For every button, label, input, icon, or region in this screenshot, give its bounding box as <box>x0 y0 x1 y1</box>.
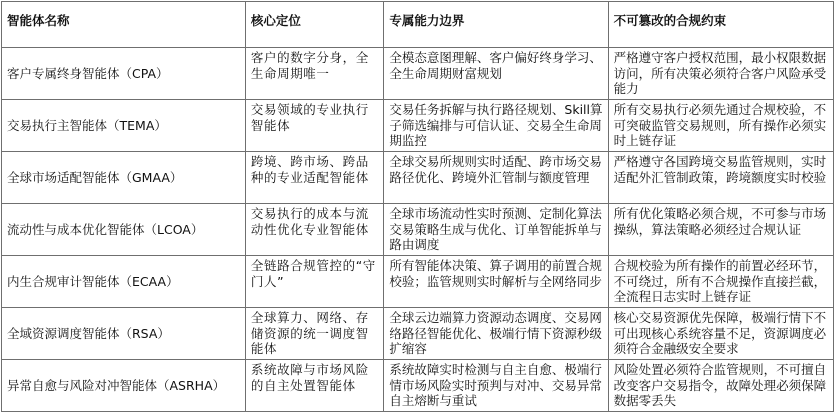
capability-cell: 全球市场流动性实时预测、定制化算法交易策略生成与优化、订单智能拆单与路由调度 <box>384 204 608 256</box>
position-cell: 交易领域的专业执行智能体 <box>245 100 383 152</box>
header-compliance-constraint: 不可篡改的合规约束 <box>608 2 833 48</box>
agent-name-cell: 全域资源调度智能体（RSA） <box>2 308 246 360</box>
header-capability-boundary: 专属能力边界 <box>384 2 608 48</box>
agent-name-cell: 流动性与成本优化智能体（LCOA） <box>2 204 246 256</box>
table-row <box>2 308 834 360</box>
header-agent-name: 智能体名称 <box>2 2 246 48</box>
position-cell: 系统故障与市场风险的自主处置智能体 <box>245 360 383 412</box>
capability-cell: 所有智能体决策、算子调用的前置合规校验；监管规则实时解析与全网络同步 <box>384 256 608 308</box>
constraint-cell: 风险处置必须符合监管规则，不可擅自改变客户交易指令，故障处理必须保障数据零丢失 <box>608 360 833 412</box>
constraint-cell: 所有优化策略必须合规，不可参与市场操纵，算法策略必须经过合规认证 <box>608 204 833 256</box>
table-row <box>2 152 834 204</box>
constraint-cell: 严格遵守各国跨境交易监管规则，实时适配外汇管制政策，跨境额度实时校验 <box>608 152 833 204</box>
agent-name-cell: 客户专属终身智能体（CPA） <box>2 48 246 100</box>
table-row <box>2 256 834 308</box>
agent-name-cell: 异常自愈与风险对冲智能体（ASRHA） <box>2 360 246 412</box>
agent-table-container <box>0 1 835 407</box>
constraint-cell: 核心交易资源优先保障，极端行情下不可出现核心系统容量不足，资源调度必须符合金融级安全要求 <box>608 308 833 360</box>
position-cell: 全球算力、网络、存储资源的统一调度智能体 <box>245 308 383 360</box>
position-cell: 交易执行的成本与流动性优化专业智能体 <box>245 204 383 256</box>
table-row <box>2 204 834 256</box>
agent-name-cell: 交易执行主智能体（TEMA） <box>2 100 246 152</box>
capability-cell: 全球云边端算力资源动态调度、交易网络路径智能优化、极端行情下资源秒级扩缩容 <box>384 308 608 360</box>
capability-cell: 系统故障实时检测与自主自愈、极端行情市场风险实时预判与对冲、交易异常自主熔断与重试 <box>384 360 608 412</box>
table-row <box>2 360 834 412</box>
capability-cell: 交易任务拆解与执行路径规划、Skill算子筛选编排与可信认证、交易全生命周期监控 <box>384 100 608 152</box>
capability-cell: 全模态意图理解、客户偏好终身学习、全生命周期财富规划 <box>384 48 608 100</box>
position-cell: 全链路合规管控的“守门人” <box>245 256 383 308</box>
agent-name-cell: 内生合规审计智能体（ECAA） <box>2 256 246 308</box>
position-cell: 跨境、跨市场、跨品种的专业适配智能体 <box>245 152 383 204</box>
capability-cell: 全球交易所规则实时适配、跨市场交易路径优化、跨境外汇管制与额度管理 <box>384 152 608 204</box>
agent-capability-table <box>1 1 834 412</box>
constraint-cell: 严格遵守客户授权范围，最小权限数据访问，所有决策必须符合客户风险承受能力 <box>608 48 833 100</box>
agent-name-cell: 全球市场适配智能体（GMAA） <box>2 152 246 204</box>
constraint-cell: 所有交易执行必须先通过合规校验，不可突破监管交易规则，所有操作必须实时上链存证 <box>608 100 833 152</box>
position-cell: 客户的数字分身，全生命周期唯一 <box>245 48 383 100</box>
header-core-position: 核心定位 <box>245 2 383 48</box>
constraint-cell: 合规校验为所有操作的前置必经环节，不可绕过，所有不合规操作直接拦截，全流程日志实时上链存证 <box>608 256 833 308</box>
table-row <box>2 48 834 100</box>
table-header-row <box>2 2 834 48</box>
table-row <box>2 100 834 152</box>
